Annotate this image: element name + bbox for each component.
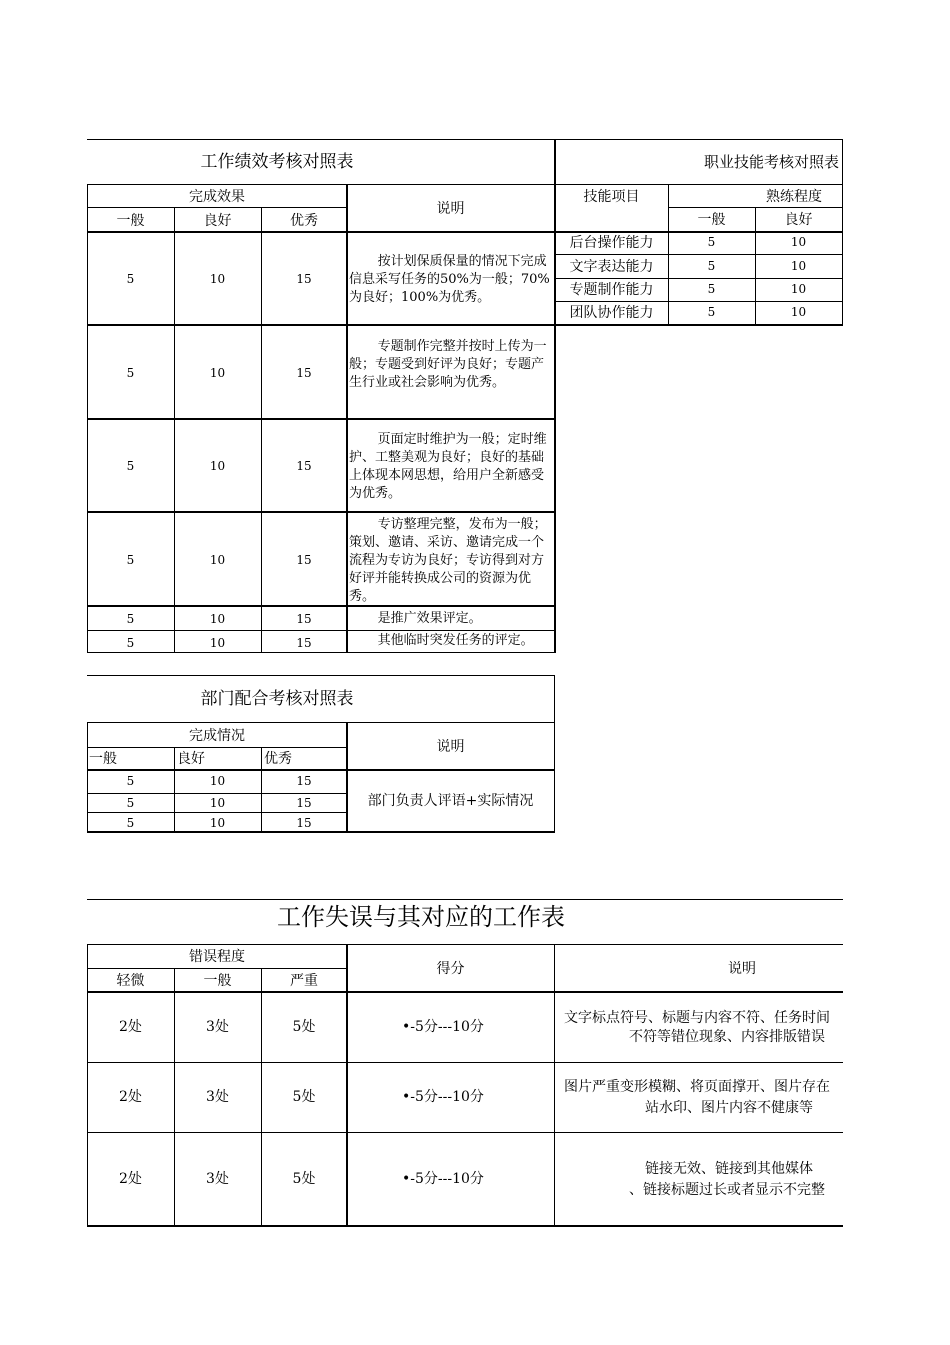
skill-col-good: 良好	[784, 212, 813, 228]
performance-table-title: 工作绩效考核对照表	[200, 152, 354, 172]
perf-col-good: 良好	[203, 213, 232, 229]
perf-col-normal: 一般	[116, 213, 145, 229]
dept-col-good: 良好	[177, 751, 205, 767]
skill-col-normal: 一般	[697, 212, 726, 228]
department-table-title: 部门配合考核对照表	[200, 689, 354, 709]
error-col-normal: 一般	[203, 973, 232, 989]
skill-col-item: 技能项目	[583, 189, 640, 205]
error-col-serious: 严重	[290, 973, 318, 989]
dept-group-header: 完成情况	[189, 728, 245, 744]
error-col-score: 得分	[436, 961, 465, 977]
dept-col-desc: 说明	[436, 739, 465, 755]
error-table-title: 工作失误与其对应的工作表	[277, 903, 565, 931]
dept-col-excellent: 优秀	[264, 751, 292, 767]
dept-desc: 部门负责人评语+实际情况	[367, 793, 534, 809]
perf-col-desc: 说明	[436, 201, 465, 217]
skill-group-header: 熟练程度	[766, 189, 822, 205]
error-col-minor: 轻微	[116, 973, 145, 989]
dept-col-normal: 一般	[89, 751, 117, 767]
perf-group-header: 完成效果	[189, 189, 245, 205]
error-group-header: 错误程度	[189, 949, 245, 965]
skill-table-title: 职业技能考核对照表	[704, 153, 840, 171]
perf-col-excellent: 优秀	[290, 213, 318, 229]
error-col-desc: 说明	[728, 961, 756, 977]
